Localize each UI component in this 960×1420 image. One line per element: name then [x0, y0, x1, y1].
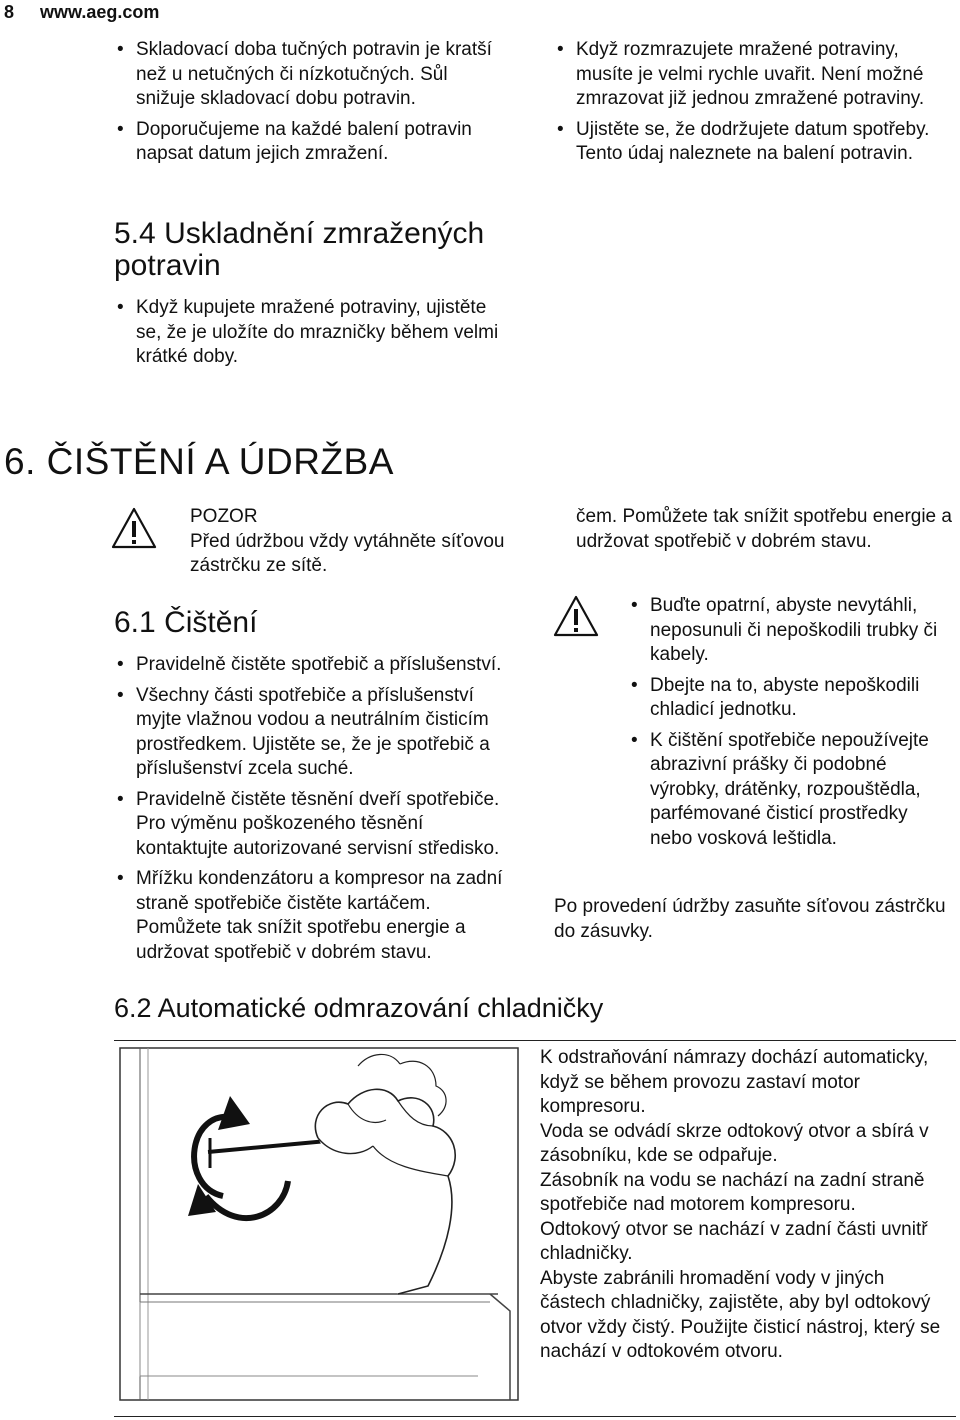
- section-5-4-heading: [114, 218, 510, 282]
- list-item: • Ujistěte se, že dodržujete datum spotřeby. Tento údaj naleznete na balení potravin.: [554, 118, 950, 167]
- paragraph: Odtokový otvor se nachází v zadní části uvnitř chladničky.: [540, 1218, 928, 1264]
- warning-caution-block: [190, 505, 510, 579]
- section-number: 6.2: [114, 993, 152, 1023]
- list-item: • K čištění spotřebiče nepoužívejte abrazivní prášky či podobné výrobky, drátěnky, rozpouštědla, parfémované čisticí prostředky nebo vosková leštidla.: [628, 729, 948, 852]
- paragraph: Zásobník na vodu se nachází na zadní straně spotřebiče nad motorem kompresoru.: [540, 1169, 925, 1215]
- after-maintenance-text: Po provedení údržby zasuňte síťovou zástrčku do zásuvky.: [554, 896, 946, 942]
- section-6-1-heading: [114, 607, 510, 639]
- list-item: • Buďte opatrní, abyste nevytáhli, neposunuli či nepoškodili trubky či kabely.: [628, 594, 948, 668]
- list-item: • Doporučujeme na každé balení potravin napsat datum jejich zmražení.: [114, 118, 510, 167]
- table-bottom-rule: [114, 1416, 956, 1417]
- warning-label: POZOR: [190, 506, 258, 527]
- right-top-bullet-list: [554, 38, 950, 173]
- section-number: 5.4: [114, 217, 156, 250]
- section-6-2-heading: [114, 992, 914, 1024]
- warning-triangle-icon: [110, 506, 158, 550]
- list-item: • Všechny části spotřebiče a příslušenství myjte vlažnou vodou a neutrálním čisticím prostředkem. Ujistěte se, že je spotřebič a příslušenství zcela suché.: [114, 684, 510, 782]
- chapter-title: ČIŠTĚNÍ A ÚDRŽBA: [46, 441, 394, 482]
- chapter-6-heading: [4, 442, 904, 482]
- section-title: Čištění: [164, 606, 258, 639]
- list-item: • Když rozmrazujete mražené potraviny, musíte je velmi rychle uvařit. Není možné zmrazovat již jednou zmražené potraviny.: [554, 38, 950, 112]
- chapter-number: 6.: [4, 441, 36, 482]
- website-link[interactable]: www.aeg.com: [40, 2, 160, 22]
- list-item: • Pravidelně čistěte spotřebič a příslušenství.: [114, 653, 510, 678]
- list-item: • Když kupujete mražené potraviny, ujistěte se, že je uložíte do mrazničky během velmi krátké doby.: [114, 296, 510, 370]
- list-item: • Dbejte na to, abyste nepoškodili chladicí jednotku.: [628, 674, 948, 723]
- page-number: 8: [4, 2, 15, 22]
- paragraph: Voda se odvádí skrze odtokový otvor a sbírá v zásobníku, kde se odpařuje.: [540, 1120, 929, 1166]
- list-item: • Skladovací doba tučných potravin je kratší než u netučných či nízkotučných. Sůl snižuje skladovací dobu potravin.: [114, 38, 510, 112]
- section-title: Uskladnění zmražených potravin: [114, 217, 485, 282]
- section-title: Automatické odmrazování chladničky: [157, 993, 604, 1023]
- page-header: [0, 0, 960, 24]
- list-item: • Pravidelně čistěte těsnění dveří spotřebiče. Pro výměnu poškozeného těsnění kontaktujte autorizované servisní středisko.: [114, 788, 510, 862]
- section-number: 6.1: [114, 606, 156, 639]
- warning-2-bullet-list: [628, 594, 948, 857]
- paragraph: Abyste zabránili hromadění vody v jiných částech chladničky, zajistěte, aby byl odtokový otvor vždy čistý. Použijte čisticí nástroj, který se nachází v odtokovém otvoru.: [540, 1267, 941, 1362]
- list-item: • Mřížku kondenzátoru a kompresor na zadní straně spotřebiče čistěte kartáčem. Pomůžete tak snížit spotřebu energie a udržovat spotřebič v dobrém stavu.: [114, 867, 510, 916]
- section-5-4-bullet-list: [114, 296, 510, 376]
- defrost-description: [540, 1046, 950, 1365]
- bullet-continuation: čem. Pomůžete tak snížit spotřebu energie a udržovat spotřebič v dobrém stavu.: [576, 506, 952, 552]
- left-top-bullet-list: [114, 38, 510, 173]
- paragraph: K odstraňování námrazy dochází automaticky, když se během provozu zastaví motor kompresoru.: [540, 1047, 929, 1117]
- section-6-1-bullet-list: [114, 653, 510, 963]
- warning-triangle-icon: [552, 594, 600, 638]
- defrost-drain-illustration: [118, 1046, 522, 1404]
- table-top-rule: [114, 1040, 956, 1041]
- warning-text: Před údržbou vždy vytáhněte síťovou zástrčku ze sítě.: [190, 530, 505, 576]
